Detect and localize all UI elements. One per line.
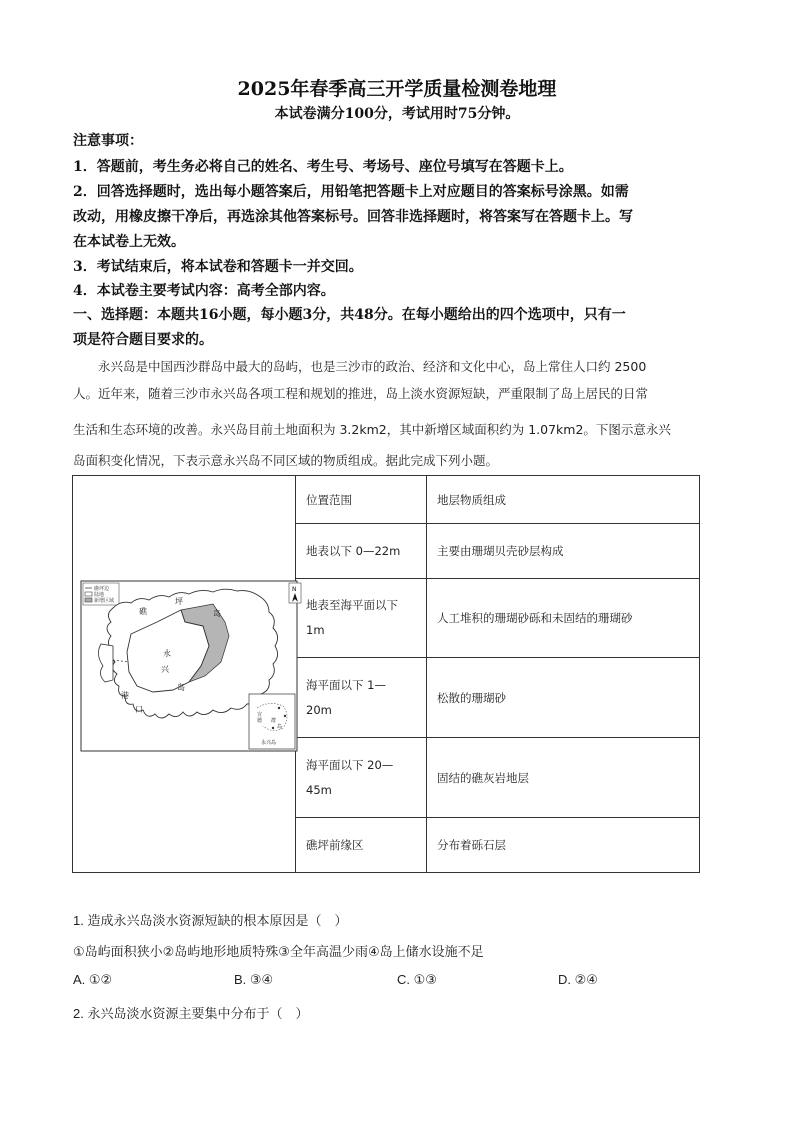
range-text: 45m bbox=[306, 782, 332, 797]
composition-text: 分布着砾石层 bbox=[427, 818, 700, 873]
notice-line: 4．本试卷主要考试内容：高考全部内容。 bbox=[73, 283, 335, 299]
composition-text: 人工堆积的珊瑚砂砾和未固结的珊瑚砂 bbox=[427, 579, 700, 658]
notice-line: 2．回答选择题时，选出每小题答案后，用铅笔把答题卡上对应题目的答案标号涂黑。如需 bbox=[73, 184, 629, 200]
section-heading: 一、选择题：本题共16小题，每小题3分，共48分。在每小题给出的四个选项中，只有一 bbox=[73, 307, 626, 323]
label-xing: 兴 bbox=[161, 665, 169, 674]
range-text: 礁坪前缘区 bbox=[306, 838, 364, 852]
label-kou: 口 bbox=[135, 705, 143, 714]
map-cell bbox=[73, 476, 296, 873]
passage-line: 永兴岛是中国西沙群岛中最大的岛屿，也是三沙市的政治、经济和文化中心，岛上常住人口约 2500 bbox=[73, 359, 647, 374]
passage-line: 岛面积变化情况，下表示意永兴岛不同区域的物质组成。据此完成下列小题。 bbox=[73, 453, 499, 468]
range-text: 海平面以下 1— bbox=[306, 677, 386, 692]
table-header-composition: 地层物质组成 bbox=[427, 476, 700, 524]
option-b[interactable]: B. ③④ bbox=[234, 972, 274, 987]
range-text: 地表以下 0—22m bbox=[306, 544, 401, 558]
composition-text: 主要由珊瑚贝壳砂层构成 bbox=[427, 524, 700, 579]
range-text: 1m bbox=[306, 623, 325, 637]
label-dao-ne: 岛 bbox=[213, 609, 221, 618]
question-stem: 2. 永兴岛淡水资源主要集中分布于（ ） bbox=[73, 1006, 309, 1021]
page-subtitle: 本试卷满分100分，考试用时75分钟。 bbox=[274, 106, 520, 122]
label-yong: 永 bbox=[163, 649, 171, 658]
inset-label: 宣 bbox=[257, 712, 263, 718]
notice-line: 在本试卷上无效。 bbox=[73, 234, 185, 250]
inset-caption: 永兴岛 bbox=[261, 740, 277, 746]
label-jiao: 礁 bbox=[139, 607, 147, 616]
notice-line: 3．考试结束后，将本试卷和答题卡一并交回。 bbox=[73, 259, 363, 275]
notice-line: 改动，用橡皮擦干净后，再选涂其他答案标号。回答非选择题时，将答案写在答题卡上。写 bbox=[73, 209, 633, 225]
range-text: 20m bbox=[306, 702, 332, 717]
page-title: 2025年春季高三开学质量检测卷地理 bbox=[237, 78, 557, 100]
passage-line: 人。近年来，随着三沙市永兴岛各项工程和规划的推进，岛上淡水资源短缺，严重限制了岛上居民的日常 bbox=[73, 386, 649, 401]
range-text: 海平面以下 20— bbox=[306, 757, 394, 772]
table-header-range: 位置范围 bbox=[296, 476, 427, 524]
composition-text: 松散的珊瑚砂 bbox=[427, 658, 700, 738]
legend-reef-edge: 礁坪边 bbox=[94, 586, 110, 592]
inset-label: 德 bbox=[257, 718, 263, 724]
label-ping: 坪 bbox=[175, 597, 183, 606]
option-a[interactable]: A. ①② bbox=[73, 972, 113, 987]
label-dao: 岛 bbox=[177, 683, 185, 692]
island-composition-table bbox=[72, 475, 700, 873]
inset-label: 岛 bbox=[277, 724, 283, 730]
label-gang: 港 bbox=[121, 691, 129, 700]
passage-line: 生活和生态环境的改善。永兴岛目前土地面积为 3.2km2，其中新增区域面积约为 1.07km2。下图示意永兴 bbox=[73, 422, 671, 437]
north-label: N bbox=[292, 586, 297, 593]
island-map bbox=[73, 476, 295, 872]
composition-text: 固结的礁灰岩地层 bbox=[427, 738, 700, 818]
legend-new-area: 新增区域 bbox=[94, 598, 115, 604]
question-stem: 1. 造成永兴岛淡水资源短缺的根本原因是（ ） bbox=[73, 913, 348, 928]
notice-heading: 注意事项： bbox=[73, 133, 143, 149]
legend-land: 陆地 bbox=[94, 592, 105, 598]
inset-label: 群 bbox=[271, 718, 277, 724]
notice-line: 1．答题前，考生务必将自己的姓名、考生号、考场号、座位号填写在答题卡上。 bbox=[73, 159, 573, 175]
section-heading-cont: 项是符合题目要求的。 bbox=[73, 332, 213, 348]
question-statements: ①岛屿面积狭小②岛屿地形地质特殊③全年高温少雨④岛上储水设施不足 bbox=[73, 944, 484, 959]
option-d[interactable]: D. ②④ bbox=[558, 972, 598, 987]
option-c[interactable]: C. ①③ bbox=[397, 972, 437, 987]
range-text: 地表至海平面以下 bbox=[306, 598, 398, 612]
